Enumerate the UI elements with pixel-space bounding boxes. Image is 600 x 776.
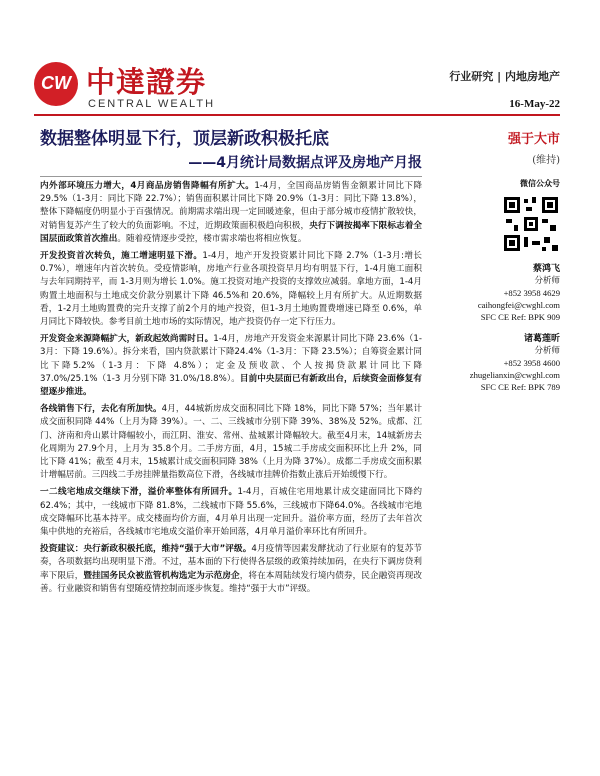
analyst-name: 蔡鸿飞 <box>532 264 560 274</box>
analyst-role: 分析师 <box>534 346 560 356</box>
paragraph-text: 1-4月，地产开发投资累计同比下降 2.7%（1-3月:增长 0.7%），增速年内首次转负。受疫情影响，房地产行业各项投资早月均有明显下行，1-4月施工面积与去年同期持平，而 1-3月则为增长 1.0%。施工投资对地产投资的支撑效应减弱。拿地方面，1-4月购置土地面积与土地成交价款分别累计下降 46.5%和 20.6%，降幅较上月有所扩大。从近期数据看，1-2月土地购置费的完升支撑了前2个月的地产投资，但1-3月土地购置费增速已降至 0.6%，单月同比下降较快。参考目前土地市场的实际情况，地产投资仍存一定下行压力。 <box>40 251 422 328</box>
analyst-email[interactable]: caihongfei@cwghl.com <box>477 300 560 310</box>
analyst-card <box>436 263 560 323</box>
analyst-license: SFC CE Ref: BPK 909 <box>480 312 560 322</box>
paragraph <box>40 333 422 399</box>
brand-logo <box>34 62 78 106</box>
paragraph-text: 1-4月，百城住宅用地累计成交建面同比下降约 62.4%；其中，一线城市下降 81.8%，二线城市下降 55.6%，三线城市下降64.0%。各线城市宅地成交降幅环比基本持平。成交楼面均价方面，4月单月出现一定回升。溢价率方面，经历了去年首次集中供地的充裕后，各线城市宅地成交溢价率开始回落，4月单月溢价率环比有所回升。 <box>40 487 422 538</box>
paragraph <box>40 543 422 596</box>
analyst-card <box>436 333 560 393</box>
analyst-phone: +852 3958 4600 <box>503 358 560 368</box>
paragraph-lead: 各线销售下行，去化有所加快。 <box>40 404 162 415</box>
brand-name-en: CENTRAL WEALTH <box>88 98 216 110</box>
paragraph-text: 4月，44城新房成交面积同比下降 18%，同比下降 57%；当年累计成交面积同降 44%（上月为降 39%）。一、二、三线城市分别下降 39%、38%及 52%。成都、江门、济南和舟山累计降幅较小，而江阴、淮安、常州、盐城累计降幅较大。截至4月末，14城新房去化周期为 27.9个月，上月为 35.8个月。二手房方面，4月，15城二手房成交面积环比上升 2%，同比下降 41%；截至 4月末，15城累计成交面积同降 38%（上月为降 37%）。成都二手房成交面积累计增幅居前。三四线二手房挂牌量指数高位下滑，各线城市挂牌价指数止涨后开始缓慢下行。 <box>40 404 422 481</box>
report-title: 数据整体明显下行，顶层新政积极托底 <box>40 129 329 149</box>
analyst-phone: +852 3958 4629 <box>503 288 560 298</box>
analyst-name: 诸葛莲昕 <box>523 334 560 344</box>
paragraph-emphasis: 目前中央层面已有新政出台，后续资金面修复有望逐步推进。 <box>40 373 422 398</box>
analyst-license: SFC CE Ref: BPK 789 <box>480 382 560 392</box>
paragraph-lead: 开发投资首次转负，施工增速明显下滑。 <box>40 251 203 262</box>
paragraph <box>40 403 422 482</box>
wechat-label: 微信公众号 <box>520 179 560 188</box>
rating: 强于大市 <box>507 132 560 147</box>
brand-name-cn: 中達證券 <box>86 65 207 99</box>
paragraph-lead: 一二线宅地成交继续下滑，溢价率整体有所回升。 <box>40 487 238 498</box>
report-body <box>40 180 422 600</box>
qr-code-icon <box>502 195 560 253</box>
report-subtitle: ——4月统计局数据点评及房地产月报 <box>188 155 422 171</box>
paragraph-end: ，将在本周陆续发行境内债券，民企融资再现改善。行业融资和销售有望随疫情控制而逐步恢复。维持“强于大市”评级。 <box>40 570 422 594</box>
paragraph-lead: 投资建议：央行新政积极托底，维持“强于大市”评级。 <box>40 544 252 555</box>
paragraph <box>40 486 422 539</box>
paragraph-text: 1-4月，全国商品房销售金额累计同比下降 29.5%（1-3月：同比下降 22.7%）；销售面积累计同比下降 20.9%（1-3月：同比下降 13.8%），整体下降幅度仍明显小于百强情况。前期需求端出现一定回暖迹象，但由于部分城市疫情扩散较快，对销售复苏产生了较大的负面影响。不过，近期政策面积极趋向积极， <box>40 181 422 231</box>
analyst-email[interactable]: zhugelianxin@cwghl.com <box>469 370 560 380</box>
paragraph <box>40 180 422 246</box>
paragraph-text: 4月疫情等因素发酵扰动了行业原有的复苏节奏，各项数据均出现明显下滑。不过，基本面的下行使得各层级的政策持续加码，在央行下调房贷利率下限后， <box>40 544 422 581</box>
title-divider <box>40 176 422 177</box>
header-divider <box>34 114 560 116</box>
logo-text: CW <box>41 73 71 93</box>
rating-note: (维持) <box>532 155 560 166</box>
report-date: 16-May-22 <box>509 98 560 110</box>
sidebar <box>436 172 560 393</box>
analyst-role: 分析师 <box>534 276 560 286</box>
paragraph-lead: 内外部环境压力增大，4月商品房销售降幅有所扩大。 <box>40 181 255 191</box>
report-category: 行业研究 | 内地房地产 <box>449 70 560 83</box>
paragraph <box>40 250 422 329</box>
paragraph-emphasis: 暨挂国务民众被监管机构选定为示范房企 <box>83 570 240 581</box>
paragraph-end: 。随着疫情逐步受控，楼市需求端也将相应恢复。 <box>117 233 307 244</box>
paragraph-text: 1-4月，房地产开发资金来源累计同比下降 23.6%（1-3月：下降 19.6%）。拆分来看，国内贷款累计下降24.4%（1-3月：下降 23.5%）；自筹资金累计同比下降5.2%（1-3月：下降 4.8%）；定金及预收款、个人按揭贷款累计同比下降 37.0%/25.1%（1-3 月分别下降 31.0%/18.8%）。 <box>40 334 422 384</box>
paragraph-lead: 开发资金来源降幅扩大，新政起效尚需时日。 <box>40 334 214 345</box>
paragraph-emphasis: 央行下调按揭率下限标志着全国层面政策首次推出 <box>40 220 422 244</box>
